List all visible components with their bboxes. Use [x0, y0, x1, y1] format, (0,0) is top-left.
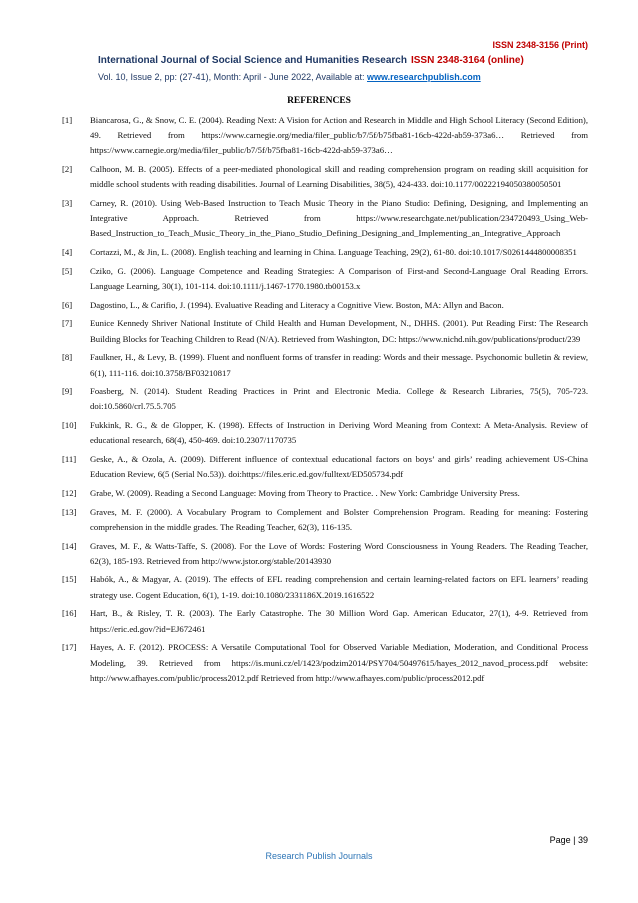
reference-item	[62, 113, 588, 159]
reference-text: Biancarosa, G., & Snow, C. E. (2004). Reading Next: A Vision for Action and Research in Middle and High School Literacy (Second Edition), 49. Retrieved from https://www.carnegie.org/media/filer_public/b7/5f/b75fba81-16cb-422d-ab59-373a6… Retrieved from https://www.carnegie.org/media/filer_public/b7/5f/b75fba81-16cb-422d-ab59-373a6…	[90, 115, 588, 156]
reference-text: Foasberg, N. (2014). Student Reading Practices in Print and Electronic Media. College & Research Libraries, 75(5), 705-723. doi:10.5860/crl.75.5.705	[90, 386, 588, 412]
journal-header	[98, 55, 524, 66]
issn-online: ISSN 2348-3164 (online)	[410, 55, 524, 66]
issue-text: Vol. 10, Issue 2, pp: (27-41), Month: April - June 2022, Available at:	[98, 72, 367, 82]
reference-text: Eunice Kennedy Shriver National Institute of Child Health and Human Development, N., DHHS. (2001). Put Reading First: The Research Building Blocks for Teaching Children to Read (N/A). Retrieved from Washington, DC: https://www.nichd.nih.gov/publications/product/239	[90, 318, 588, 344]
reference-item	[62, 316, 588, 346]
reference-text: Dagostino, L., & Carifio, J. (1994). Evaluative Reading and Literacy a Cognitive View. Boston, MA: Allyn and Bacon.	[90, 299, 504, 310]
reference-number: [2]	[62, 164, 73, 175]
reference-text: Carney, R. (2010). Using Web-Based Instruction to Teach Music Theory in the Piano Studio: Defining, Designing, and Implementing an Integrative Approach. Retrieved from https://www.researchgate.net/publication/234720493_Using_Web-Based_Instruction_to_Teach_Music_Theory_in_the_Piano_Studio_Defining_Designing_and_Implementing_an_Integrative_Approach	[90, 198, 588, 239]
reference-number: [5]	[62, 265, 73, 276]
reference-item	[62, 640, 588, 686]
reference-text: Cziko, G. (2006). Language Competence and Reading Strategies: A Comparison of First-and Second-Language Oral Reading Errors. Language Learning, 30(1), 101-114. doi:10.1111/j.1467-1770.1980.tb00153.x	[90, 265, 588, 292]
reference-text: Graves, M. F. (2000). A Vocabulary Program to Complement and Bolster Comprehension Program. Reading for meaning: Fostering comprehension in the middle grades. The Reading Teacher, 62(3), 116-135.	[90, 506, 588, 532]
references-heading: REFERENCES	[287, 96, 351, 106]
reference-number: [17]	[62, 642, 77, 653]
footer-text: Research Publish Journals	[265, 851, 373, 861]
reference-item	[62, 350, 588, 380]
reference-number: [1]	[62, 115, 73, 125]
reference-number: [7]	[62, 318, 73, 329]
reference-text: Habók, A., & Magyar, A. (2019). The effects of EFL reading comprehension and certain learning-related factors on EFL learners’ reading strategy use. Cogent Education, 6(1), 1-19. doi:10.1080/2331186X.2019.1616522	[90, 574, 588, 600]
reference-text: Grabe, W. (2009). Reading a Second Language: Moving from Theory to Practice. . New York: Cambridge University Press.	[90, 487, 520, 498]
reference-text: Faulkner, H., & Levy, B. (1999). Fluent and nonfluent forms of transfer in reading: Words and their message. Psychonomic bulletin & review, 6(1), 111-116. doi:10.3758/BF03210817	[90, 352, 588, 378]
reference-item	[62, 162, 588, 192]
references-list	[62, 113, 588, 689]
reference-item	[62, 384, 588, 414]
reference-number: [16]	[62, 608, 77, 619]
reference-number: [12]	[62, 487, 77, 498]
reference-item	[62, 452, 588, 482]
page-number: Page | 39	[549, 835, 588, 845]
reference-item	[62, 418, 588, 448]
reference-text: Hart, B., & Risley, T. R. (2003). The Early Catastrophe. The 30 Million Word Gap. American Educator, 27(1), 4-9. Retrieved from https://eric.ed.gov/?id=EJ672461	[90, 608, 588, 634]
reference-number: [4]	[62, 247, 73, 258]
reference-item	[62, 298, 588, 313]
reference-number: [14]	[62, 540, 77, 551]
reference-number: [3]	[62, 198, 73, 209]
reference-item	[62, 572, 588, 602]
reference-text: Geske, A., & Ozola, A. (2009). Different influence of contextual educational factors on boys’ and girls’ reading achievement US-China Education Review, 6(5 (Serial No.53)). doi:https://files.eric.ed.gov/fulltext/ED505734.pdf	[90, 454, 588, 480]
issue-info	[98, 72, 481, 82]
reference-number: [15]	[62, 574, 77, 585]
reference-item	[62, 505, 588, 535]
reference-item	[62, 264, 588, 294]
reference-number: [8]	[62, 352, 73, 363]
reference-item	[62, 486, 588, 501]
reference-number: [13]	[62, 506, 77, 517]
reference-text: Hayes, A. F. (2012). PROCESS: A Versatile Computational Tool for Observed Variable Mediation, Moderation, and Conditional Process Modeling, 39. Retrieved from https://is.muni.cz/el/1423/podzim2014/PSY704/50497615/hayes_2012_navod_process.pdf website: http://www.afhayes.com/public/process2012.pdf Retrieved from http://www.afhayes.com/public/process2012.pdf	[90, 642, 588, 683]
reference-text: Fukkink, R. G., & de Glopper, K. (1998). Effects of Instruction in Deriving Word Meaning from Context: A Meta-Analysis. Review of educational research, 68(4), 450-469. doi:10.2307/1170735	[90, 420, 588, 446]
reference-item	[62, 539, 588, 569]
reference-number: [10]	[62, 420, 77, 431]
journal-title: International Journal of Social Science and Humanities Research	[98, 55, 407, 66]
reference-item	[62, 196, 588, 242]
reference-number: [11]	[62, 454, 77, 465]
issn-print: ISSN 2348-3156 (Print)	[492, 40, 588, 50]
website-link[interactable]: www.researchpublish.com	[367, 72, 481, 82]
reference-text: Graves, M. F., & Watts-Taffe, S. (2008). For the Love of Words: Fostering Word Consciousness in Young Readers. The Reading Teacher, 62(3), 185-193. Retrieved from http://www.jstor.org/stable/20143930	[90, 540, 588, 566]
reference-item	[62, 606, 588, 636]
reference-number: [6]	[62, 299, 73, 310]
reference-item	[62, 245, 588, 260]
reference-number: [9]	[62, 386, 73, 397]
reference-text: Cortazzi, M., & Jin, L. (2008). English teaching and learning in China. Language Teaching, 29(2), 61-80. doi:10.1017/S0261444800008351	[90, 247, 577, 258]
reference-text: Calhoon, M. B. (2005). Effects of a peer-mediated phonological skill and reading comprehension program on reading skill acquisition for middle school students with reading disabilities. Journal of Learning Disabilities, 38(5), 424-433. doi:10.1177/00222194050380050501	[90, 164, 588, 190]
